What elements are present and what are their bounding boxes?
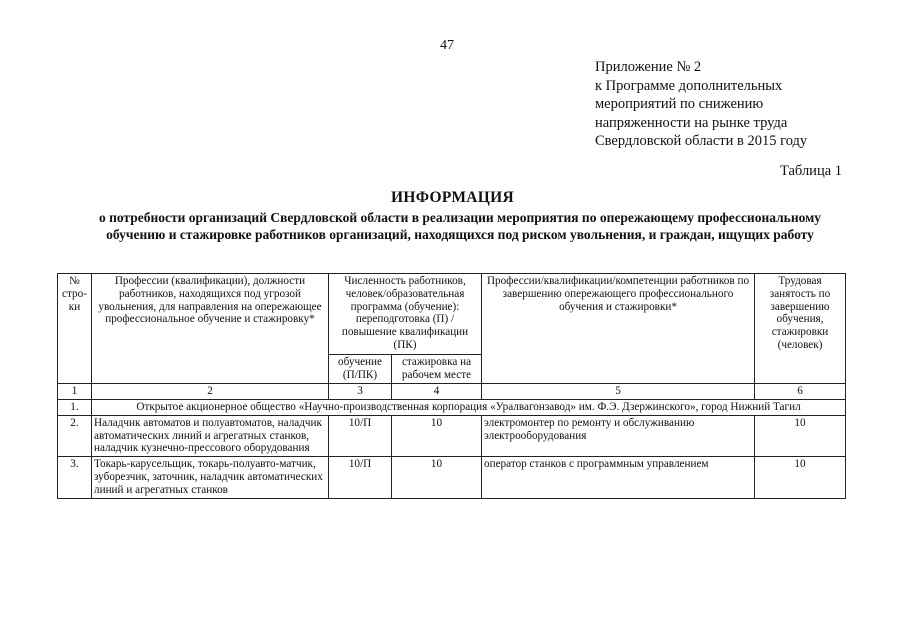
header-training: обучение (П/ПК) xyxy=(329,355,392,384)
appendix-line: к Программе дополнительных xyxy=(595,77,783,94)
header-employment: Трудовая занятость по завершению обучения, стажировки (человек) xyxy=(755,274,846,384)
appendix-line: напряженности на рынке труда xyxy=(595,114,788,131)
column-number: 5 xyxy=(482,384,755,400)
table-row xyxy=(58,457,846,498)
column-number: 6 xyxy=(755,384,846,400)
column-number: 1 xyxy=(58,384,92,400)
row-number: 2. xyxy=(58,415,92,456)
row-number: 1. xyxy=(58,400,92,416)
row-number: 3. xyxy=(58,457,92,498)
profession-cell: Токарь-карусельщик, токарь-полуавто-матчик, зуборезчик, заточник, наладчик автоматических линий и агрегатных станков xyxy=(92,457,329,498)
header-row xyxy=(58,274,846,355)
employment-cell: 10 xyxy=(755,457,846,498)
organization-row xyxy=(58,400,846,416)
column-number: 4 xyxy=(392,384,482,400)
column-number: 3 xyxy=(329,384,392,400)
needs-table xyxy=(57,273,846,499)
result-profession-cell: электромонтер по ремонту и обслуживанию электрооборудования xyxy=(482,415,755,456)
header-profession: Профессии (квалификации), должности работников, находящихся под угрозой увольнения, для направления на опережающее профессиональное обучение и стажировку* xyxy=(92,274,329,384)
appendix-line: Свердловской области в 2015 году xyxy=(595,133,808,149)
appendix-note xyxy=(595,58,807,151)
header-result-profession: Профессии/квалификации/компетенции работников по завершению опережающего профессионального обучения и стажировки* xyxy=(482,274,755,384)
organization-name: Открытое акционерное общество «Научно-производственная корпорация «Уралвагонзавод» им. Ф.Э. Дзержинского», город Нижний Тагил xyxy=(92,400,846,416)
column-number-row xyxy=(58,384,846,400)
document-title: ИНФОРМАЦИЯ xyxy=(391,189,514,206)
table-row xyxy=(58,415,846,456)
appendix-line: мероприятий по снижению xyxy=(595,96,764,112)
subtitle-line: о потребности организаций Свердловской области в реализации мероприятия по опережающему профессиональному xyxy=(98,210,822,225)
subtitle-line: обучению и стажировке работников организаций, находящихся под риском увольнения, и граждан, ищущих работу xyxy=(106,227,814,242)
training-cell: 10/П xyxy=(329,457,392,498)
page-number: 47 xyxy=(440,38,454,53)
document-subtitle xyxy=(40,209,880,243)
internship-cell: 10 xyxy=(392,415,482,456)
column-number: 2 xyxy=(92,384,329,400)
table-label: Таблица 1 xyxy=(780,163,843,179)
header-internship: стажировка на рабочем месте xyxy=(392,355,482,384)
employment-cell: 10 xyxy=(755,415,846,456)
header-row-number: № стро- ки xyxy=(58,274,92,384)
appendix-line: Приложение № 2 xyxy=(595,59,702,75)
result-profession-cell: оператор станков с программным управлением xyxy=(482,457,755,498)
training-cell: 10/П xyxy=(329,415,392,456)
internship-cell: 10 xyxy=(392,457,482,498)
header-worker-count: Численность работников, человек/образовательная программа (обучение): переподготовка (П) /повышение квалификации (ПК) xyxy=(329,274,482,355)
profession-cell: Наладчик автоматов и полуавтоматов, наладчик автоматических линий и агрегатных станков, наладчик кузнечно-прессового оборудования xyxy=(92,415,329,456)
